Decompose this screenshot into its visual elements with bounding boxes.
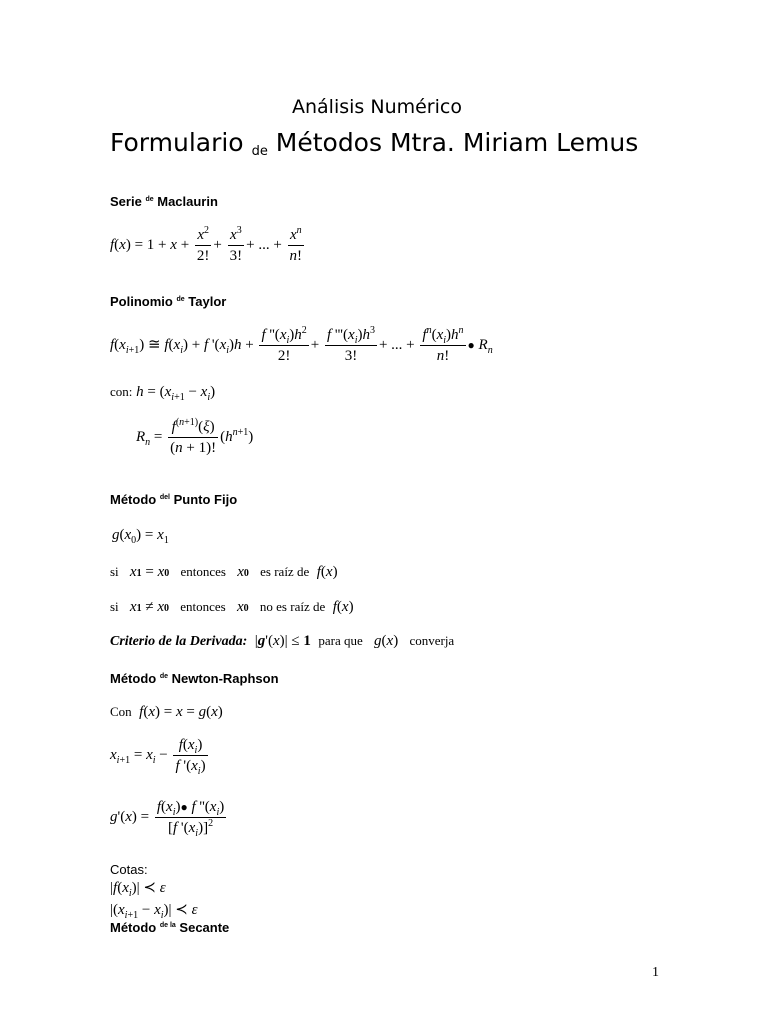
cotas-label: Cotas: (110, 862, 148, 877)
newton-g-definition: Con f(x) = x = g(x) (110, 704, 223, 720)
section-heading-secante: Método $^{de la}$ Secante (110, 920, 230, 935)
con-label: con: (110, 384, 133, 399)
newton-iteration-formula: $x_{i+1} = x_i$ − $\frac{f(x_i)}{f '(x_i)}$ (110, 737, 206, 777)
cota-1-formula: $|f(x_i)|$ ≺ ε (110, 880, 166, 899)
cota-2-formula: $|(x_{i+1} - x_i)|$ ≺ ε (110, 902, 198, 921)
document-subtitle: Análisis Numérico (292, 96, 462, 118)
section-heading-taylor: Polinomio $^{de}$ Taylor (110, 294, 227, 309)
taylor-remainder-formula: $R_n$ = $\frac{f^{(n+1)}(\xi)}{(n + 1)!}$ $(h^{n+1})$ (136, 417, 254, 456)
document-title (110, 128, 638, 159)
section-heading-punto-fijo: Método $^{del}$ Punto Fijo (110, 492, 238, 507)
maclaurin-formula: f(x) = 1 + x + $\frac{x^2}{2!}$ + $\frac{x^3}{3!}$ + ... + $\frac{x^n}{n!}$ (110, 225, 303, 264)
page-number: 1 (652, 965, 659, 980)
fixed-point-condition-1: si x1 = x0 entonces x0 es raíz de f(x) (110, 564, 338, 580)
title-part-1: Formulario (110, 128, 244, 157)
taylor-formula: $f(x_{i+1})$ ≅ $f(x_i) + f$ '$(x_i)h$ + $\frac{f ''(x_i)h^2}{2!}$ + $\frac{f '''(x_i)h^3}{3!}$ + ... + $\frac{f^n(x_i)h^n}{n!}$ ● $R_n$ (110, 325, 493, 364)
newton-g-derivative-formula: g'(x) = $\frac{f(x_i)● f ''(x_i)}{[f '(x_i)]^2}$ (110, 799, 225, 839)
criterion-label: Criterio de la Derivada: (110, 634, 248, 649)
section-heading-maclaurin: Serie $^{de}$ Maclaurin (110, 194, 218, 209)
fixed-point-formula: $g(x_0) = x_1$ (112, 527, 169, 546)
fixed-point-condition-2: si x1 ≠ x0 entonces x0 no es raíz de f(x) (110, 599, 354, 615)
title-part-2: Métodos Mtra. Miriam Lemus (275, 128, 639, 157)
section-heading-newton-raphson: Método $^{de}$ Newton-Raphson (110, 671, 279, 686)
derivative-criterion: Criterio de la Derivada: |g'(x)| ≤ 1 para que g(x) converja (110, 633, 455, 649)
title-small-word: de (251, 144, 268, 159)
taylor-h-definition: con: $h = (x_{i+1} - x_i)$ (110, 384, 216, 403)
